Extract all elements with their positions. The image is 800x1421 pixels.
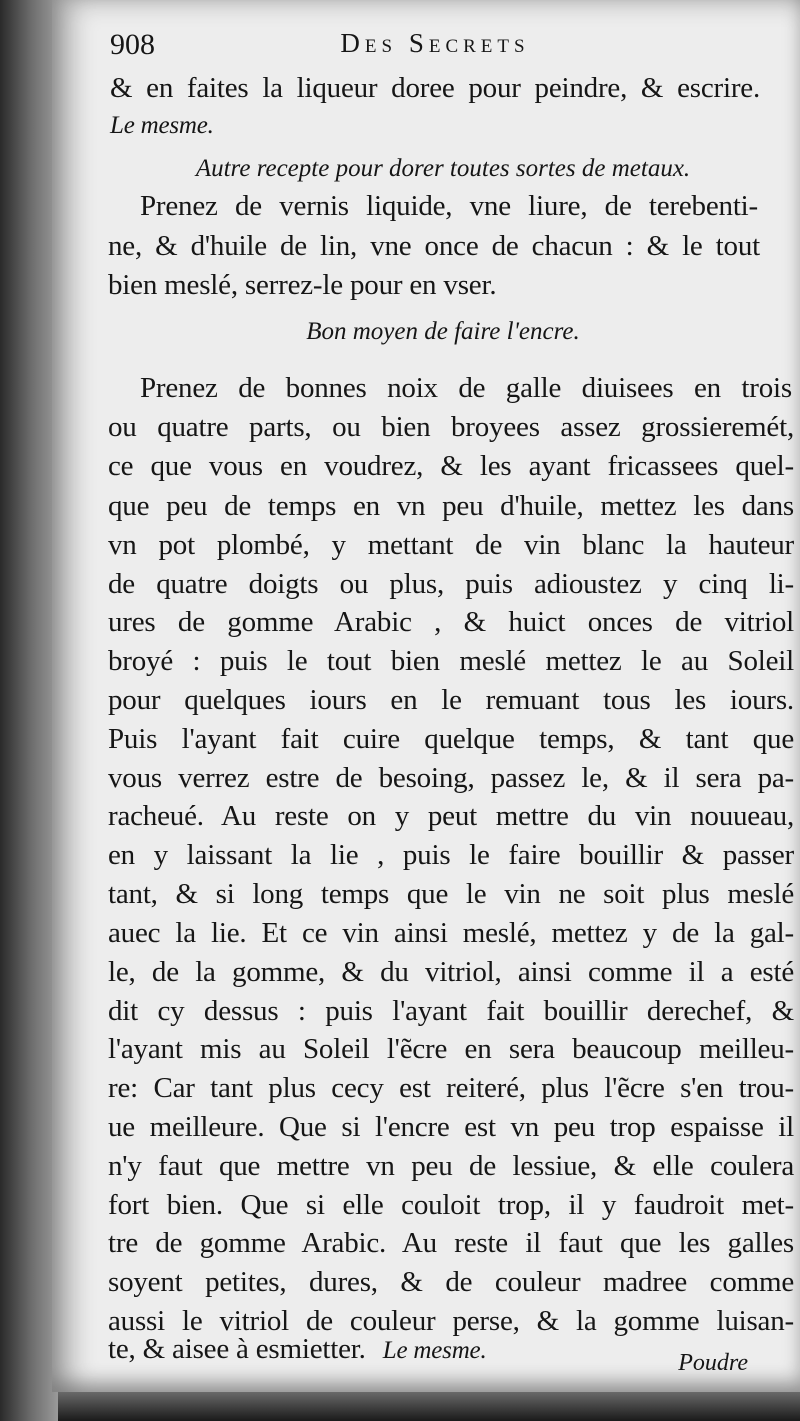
- page-header: [110, 28, 760, 68]
- text-line: ne, & d'huile de lin, vne once de chacun : & le tout: [108, 230, 760, 262]
- text-line: racheué. Au reste on y peut mettre du vin nouueau,: [108, 800, 794, 833]
- text-line: que peu de temps en vn peu d'huile, mettez les dans: [108, 490, 794, 523]
- section-heading-gilding: Autre recepte pour dorer toutes sortes de metaux.: [195, 155, 691, 182]
- section-heading-ink: Bon moyen de faire l'encre.: [306, 318, 580, 345]
- text-line: tre de gomme Arabic. Au reste il faut que les galles: [108, 1227, 794, 1260]
- text-line: en y laissant la lie , puis le faire bouillir & passer: [108, 839, 794, 872]
- text-line: ou quatre parts, ou bien broyees assez grossieremét,: [108, 411, 794, 444]
- text-line: ue meilleure. Que si l'encre est vn peu trop espaisse il: [108, 1110, 794, 1143]
- catchword: Poudre: [678, 1350, 748, 1376]
- text-line: pour quelques iours en le remuant tous les iours.: [108, 684, 794, 717]
- book-spine-shadow: [0, 0, 58, 1421]
- text-line: aussi le vitriol de couleur perse, & la gomme luisan-: [108, 1304, 794, 1337]
- text-line: ures de gomme Arabic , & huict onces de vitriol: [108, 606, 794, 639]
- text-line: vous verrez estre de besoing, passez le, & il sera pa-: [108, 761, 794, 794]
- text-line: bien meslé, serrez-le pour en vser.: [108, 269, 497, 301]
- text-line: Prenez de bonnes noix de galle diuisees en trois: [140, 371, 792, 404]
- page-number: 908: [110, 28, 155, 61]
- running-title: Des Secrets: [340, 28, 530, 58]
- text-line: n'y faut que mettre vn peu de lessiue, & elle coulera: [108, 1149, 794, 1182]
- text-line: Puis l'ayant fait cuire quelque temps, & tant que: [108, 722, 794, 755]
- text-line: dit cy dessus : puis l'ayant fait bouillir derechef, &: [108, 994, 794, 1027]
- text-line: re: Car tant plus cecy est reiteré, plus l'ẽcre s'en trou-: [108, 1072, 794, 1105]
- last-line-text: te, & aisee à esmietter.: [108, 1333, 366, 1365]
- text-line: soyent petites, dures, & de couleur madree comme: [108, 1266, 794, 1299]
- text-line: de quatre doigts ou plus, puis adioustez y cinq li-: [108, 567, 794, 600]
- text-line-last: [108, 1331, 487, 1369]
- book-page: [52, 0, 800, 1392]
- text-line: fort bien. Que si elle couloit trop, il y faudroit met-: [108, 1188, 794, 1221]
- text-line: Prenez de vernis liquide, vne liure, de terebenti-: [140, 190, 758, 222]
- text-line: vn pot plombé, y mettant de vin blanc la hauteur: [108, 528, 794, 561]
- attribution-bottom: Le mesme.: [382, 1337, 487, 1364]
- text-line: le, de la gomme, & du vitriol, ainsi comme il a esté: [108, 955, 794, 988]
- text-line: auec la lie. Et ce vin ainsi meslé, mettez y de la gal-: [108, 916, 794, 949]
- text-line: l'ayant mis au Soleil l'ẽcre en sera beaucoup meilleu-: [108, 1033, 794, 1066]
- text-line: tant, & si long temps que le vin ne soit plus meslé: [108, 878, 794, 911]
- attribution-top: Le mesme.: [110, 112, 214, 139]
- continuation-line: & en faites la liqueur doree pour peindre, & escrire.: [110, 72, 760, 104]
- text-line: ce que vous en voudrez, & les ayant fricassees quel-: [108, 450, 794, 483]
- text-line: broyé : puis le tout bien meslé mettez le au Soleil: [108, 645, 794, 678]
